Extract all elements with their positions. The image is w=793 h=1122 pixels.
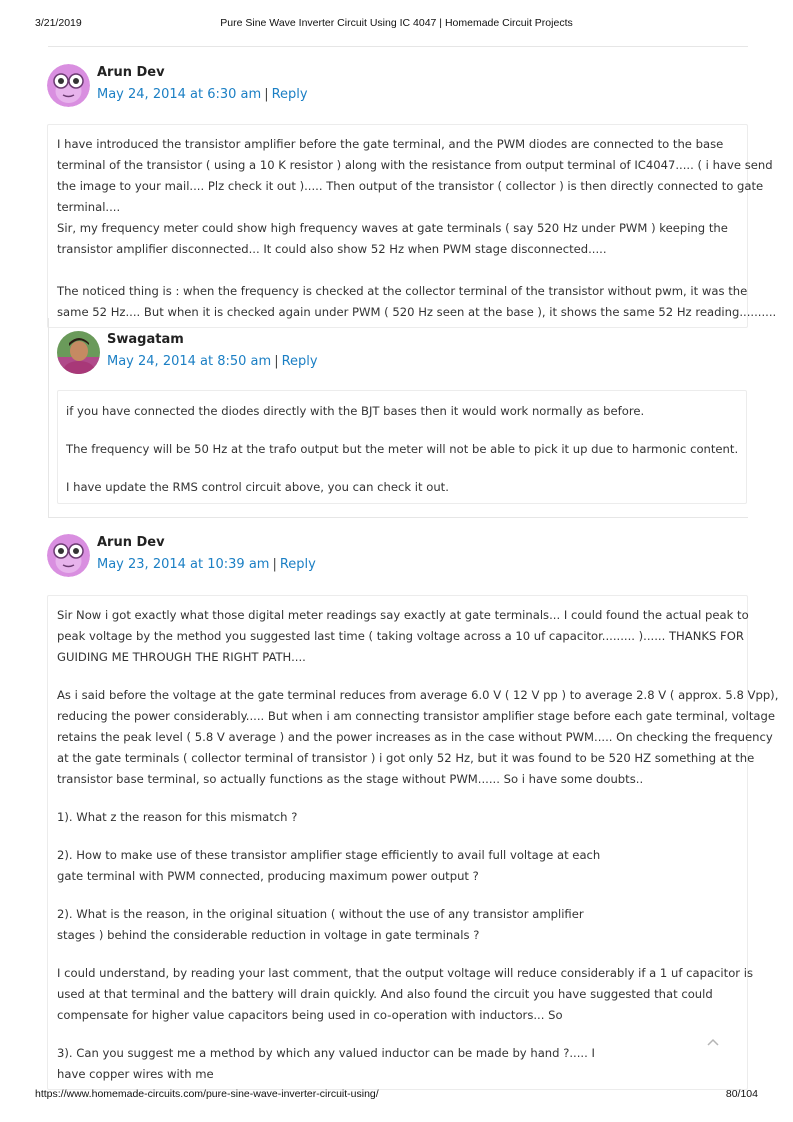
print-date: 3/21/2019 (35, 17, 82, 29)
comment-line: Sir, my frequency meter could show high frequency waves at gate terminals ( say 520 Hz under PWM ) keeping the (57, 221, 728, 235)
comment-line: if you have connected the diodes directly with the BJT bases then it would work normally as before. (66, 404, 645, 418)
comment-line: The noticed thing is : when the frequency is checked at the collector terminal of the transistor without pwm, it was the (57, 284, 748, 298)
reply-link[interactable]: Reply (271, 87, 308, 102)
comment-line: terminal of the transistor ( using a 10 K resistor ) along with the resistance from output terminal of IC4047..... ( i have send (57, 158, 773, 172)
comment-line: 2). What is the reason, in the original situation ( without the use of any transistor amplifier (57, 907, 584, 921)
reply-comment-header (57, 331, 457, 377)
owl-avatar-icon (47, 534, 90, 577)
comment-text (57, 134, 776, 323)
comment-line: transistor amplifier disconnected... It could also show 52 Hz when PWM stage disconnected..... (57, 242, 607, 256)
comment-line: stages ) behind the considerable reduction in voltage in gate terminals ? (57, 928, 480, 942)
comment-line: terminal.... (57, 200, 121, 214)
owl-avatar-icon (47, 64, 90, 107)
previous-comment-edge (48, 46, 748, 47)
comment-line: transistor base terminal, so actually functions as the stage without PWM...... So i have some doubts.. (57, 772, 644, 786)
comment-line: The frequency will be 50 Hz at the trafo output but the meter will not be able to pick it up due to harmonic content. (66, 442, 739, 456)
comment-line: 2). How to make use of these transistor amplifier stage efficiently to avail full voltage at each (57, 848, 601, 862)
print-page-title: Pure Sine Wave Inverter Circuit Using IC 4047 | Homemade Circuit Projects (220, 17, 573, 29)
comment-meta (97, 87, 308, 102)
page-number: 80/104 (725, 1088, 758, 1100)
comment-line: 1). What z the reason for this mismatch ? (57, 810, 298, 824)
comment-text (66, 401, 738, 498)
comment-line: I have update the RMS control circuit above, you can check it out. (66, 480, 449, 494)
paragraph-gap (57, 1026, 778, 1043)
paragraph-gap (57, 668, 778, 685)
comment-line: gate terminal with PWM connected, producing maximum power output ? (57, 869, 479, 883)
paragraph-gap (57, 828, 778, 845)
print-footer (0, 1088, 793, 1104)
thread-separator (48, 517, 748, 518)
user-photo-avatar (57, 331, 100, 374)
comment-line: I could understand, by reading your last comment, that the output voltage will reduce considerably if a 1 uf capacitor is (57, 966, 753, 980)
comment-author[interactable]: Arun Dev (97, 65, 165, 80)
comment-line: retains the peak level ( 5.8 V average ) and the power increases as in the case without PWM..... On checking the frequency (57, 730, 773, 744)
reply-link[interactable]: Reply (281, 354, 318, 369)
reply-thread-line (48, 318, 49, 518)
paragraph-gap (66, 460, 738, 477)
comment-line: reducing the power considerably..... But when i am connecting transistor amplifier stage before each gate terminal, voltage (57, 709, 775, 723)
comment-header (47, 534, 447, 580)
paragraph-gap (57, 887, 778, 904)
comment-date-link[interactable]: May 24, 2014 at 6:30 am (97, 87, 262, 102)
comment-meta (97, 557, 316, 572)
comment-header (47, 64, 447, 110)
comment-line: at the gate terminals ( collector terminal of transistor ) i got only 52 Hz, but it was found to be 520 HZ something at the (57, 751, 755, 765)
comment-date-link[interactable]: May 23, 2014 at 10:39 am (97, 557, 270, 572)
paragraph-gap (57, 946, 778, 963)
comment-line: I have introduced the transistor amplifier before the gate terminal, and the PWM diodes are connected to the base (57, 137, 724, 151)
comment-line: compensate for higher value capacitors being used in co-operation with inductors... So (57, 1008, 563, 1022)
comment-line: the image to your mail.... Plz check it out )..... Then output of the transistor ( collector ) is then directly connected to gate (57, 179, 764, 193)
paragraph-gap (66, 422, 738, 439)
comment-line: As i said before the voltage at the gate terminal reduces from average 6.0 V ( 12 V pp ) to average 2.8 V ( approx. 5.8 Vpp), (57, 688, 779, 702)
paragraph-gap (57, 260, 776, 281)
meta-separator: | (272, 557, 277, 572)
paragraph-gap (57, 790, 778, 807)
comment-line: GUIDING ME THROUGH THE RIGHT PATH.... (57, 650, 306, 664)
comment-line: have copper wires with me (57, 1067, 214, 1081)
comment-line: Sir Now i got exactly what those digital meter readings say exactly at gate terminals... I could found the actual peak to (57, 608, 749, 622)
reply-link[interactable]: Reply (279, 557, 316, 572)
comment-meta (107, 354, 318, 369)
comment-line: used at that terminal and the battery will drain quickly. And also found the circuit you have suggested that could (57, 987, 713, 1001)
comment-line: peak voltage by the method you suggested last time ( taking voltage across a 10 uf capacitor......... )...... THANKS FOR (57, 629, 744, 643)
print-url: https://www.homemade-circuits.com/pure-sine-wave-inverter-circuit-using/ (35, 1088, 379, 1100)
meta-separator: | (264, 87, 269, 102)
comment-text (57, 605, 778, 1085)
comment-line: same 52 Hz.... But when it is checked again under PWM ( 520 Hz seen at the base ), it shows the same 52 Hz reading.......... (57, 305, 777, 319)
print-header (0, 17, 793, 33)
chevron-up-icon (703, 1035, 723, 1049)
meta-separator: | (274, 354, 279, 369)
comment-date-link[interactable]: May 24, 2014 at 8:50 am (107, 354, 272, 369)
comment-author[interactable]: Arun Dev (97, 535, 165, 550)
scroll-to-top-button[interactable] (703, 1035, 723, 1049)
comment-line: 3). Can you suggest me a method by which any valued inductor can be made by hand ?..... I (57, 1046, 595, 1060)
comment-author[interactable]: Swagatam (107, 332, 184, 347)
